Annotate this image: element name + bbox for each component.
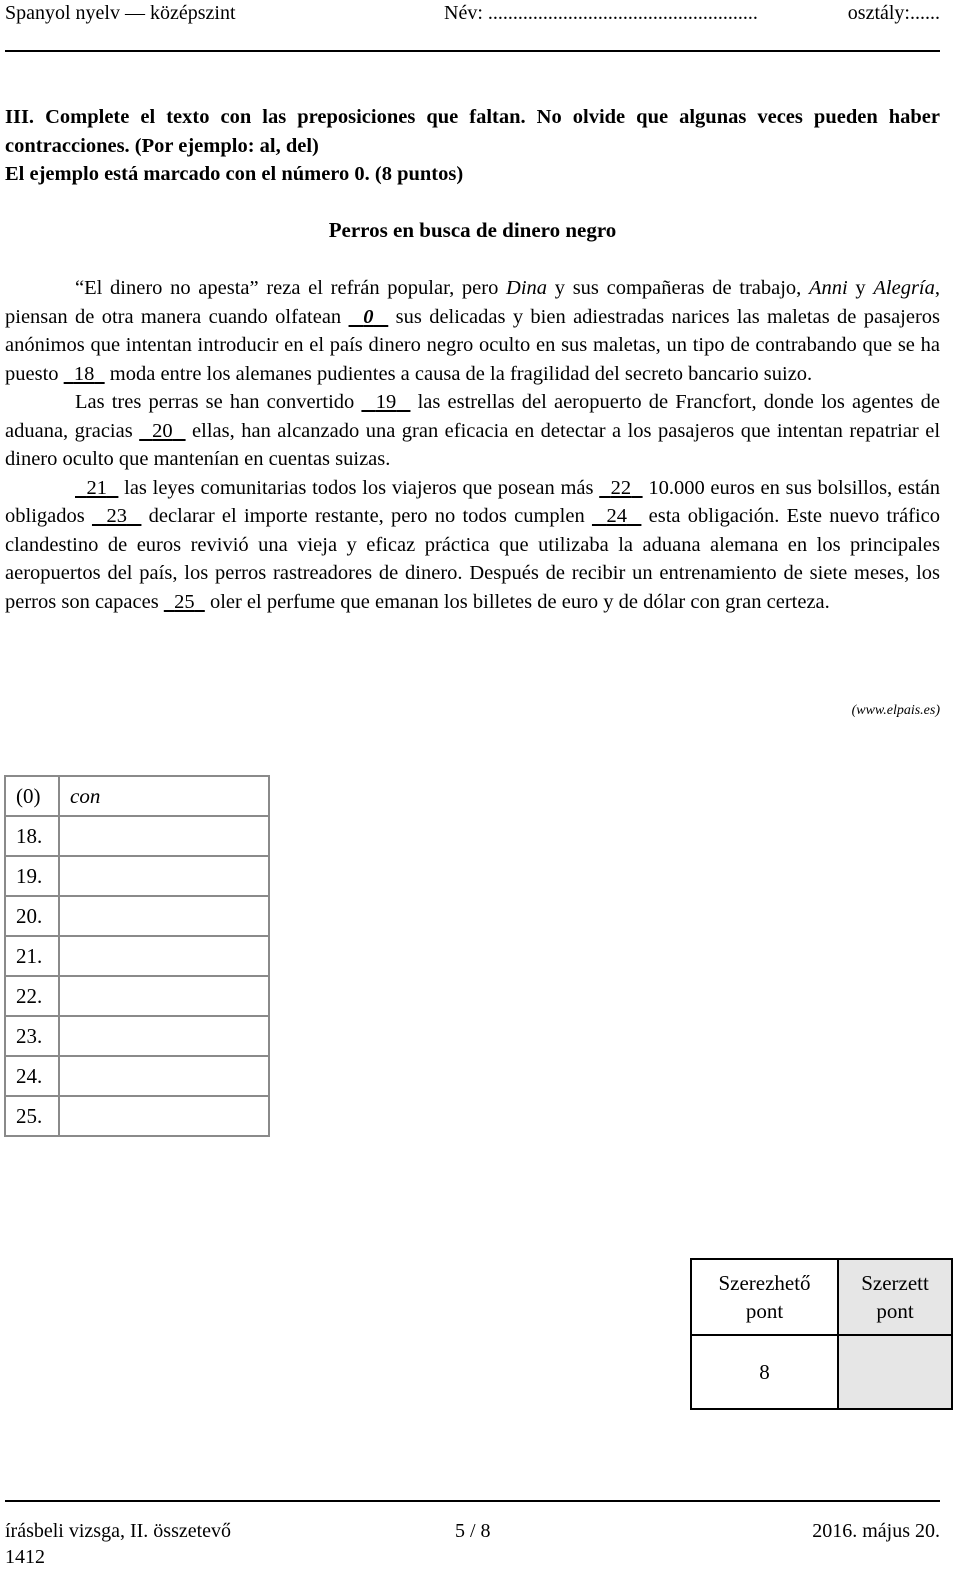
gap-19: 19: [375, 391, 397, 413]
answer-number: 19.: [5, 856, 59, 896]
cloze-text: [5, 274, 940, 616]
header-subject: Spanyol nyelv — középszint: [5, 2, 236, 24]
exam-date: 2016. május 20.: [812, 1520, 940, 1542]
answer-number: 20.: [5, 896, 59, 936]
exam-code: 1412: [5, 1546, 45, 1568]
max-score-value: 8: [691, 1335, 838, 1409]
earned-score-header: Szerzett pont: [838, 1259, 952, 1335]
table-row: [5, 976, 269, 1016]
table-row: [5, 896, 269, 936]
table-row: [5, 856, 269, 896]
answer-number: 24.: [5, 1056, 59, 1096]
gap-0: 0: [363, 305, 374, 328]
paragraph-2: Las tres perras se han convertido 19 las estrellas del aeropuerto de Francfort, donde los agentes de aduana, gracias 20 ellas, han alcanzado una gran eficacia en detectar a los pasajeros que intentan repatriar el dinero oculto que mantenían en cuentas suizas.: [5, 391, 941, 470]
header-rule: [5, 50, 940, 52]
gap-21: 21: [86, 476, 107, 499]
footer-rule: [5, 1500, 940, 1502]
page-number: 5 / 8: [455, 1520, 491, 1542]
table-row: [5, 776, 269, 816]
max-score-header: Szerezhető pont: [691, 1259, 838, 1335]
name-dina: Dina: [506, 277, 548, 299]
table-row: [5, 1056, 269, 1096]
text-title: Perros en busca de dinero negro: [328, 218, 617, 242]
answer-table: [4, 775, 270, 1137]
instruction-line-1: III. Complete el texto con las preposiciones que faltan. No olvide que algunas veces pueden haber contracciones. (Por ejemplo: al, del): [5, 106, 940, 157]
answer-number: 21.: [5, 936, 59, 976]
name-anni: Anni: [809, 277, 848, 299]
gap-18: 18: [73, 362, 95, 385]
answer-number: (0): [5, 776, 59, 816]
header-class-field: osztály:......: [847, 2, 940, 24]
answer-field[interactable]: [59, 976, 269, 1016]
paragraph-3: 21 las leyes comunitarias todos los viajeros que posean más 22 10.000 euros en sus bolsillos, están obligados 23 declarar el importe restante, pero no todos cumplen 24 esta obligación. Este nuevo tráfico clandestino de euros revivió una vieja y eficaz práctica que utilizaba la aduana alemana en los principales aeropuertos del país, los perros rastreadores de dinero. Después de recibir un entrenamiento de siete meses, los perros son capaces 25 oler el perfume que emanan los billetes de euro y de dólar con gran certeza.: [5, 476, 941, 613]
gap-24: 24: [606, 505, 627, 527]
answer-number: 25.: [5, 1096, 59, 1136]
gap-22: 22: [610, 476, 632, 499]
paragraph-1: “El dinero no apesta” reza el refrán popular, pero Dina y sus compañeras de trabajo, Anni y Alegría, piensan de otra manera cuando olfatean 0 sus delicadas y bien adiestradas narices las maletas de pasajeros anónimos que intentan introducir en el país dinero negro oculto en sus maletas, un tipo de contrabando que se ha puesto 18 moda entre los alemanes pudientes a causa de la fragilidad del secreto bancario suizo.: [5, 277, 941, 385]
gap-25: 25: [174, 590, 195, 613]
answer-field[interactable]: con: [59, 776, 269, 816]
answer-field[interactable]: [59, 936, 269, 976]
answer-field[interactable]: [59, 1056, 269, 1096]
answer-number: 18.: [5, 816, 59, 856]
answer-field[interactable]: [59, 1096, 269, 1136]
instruction-line-2: El ejemplo está marcado con el número 0. (8 puntos): [5, 163, 464, 185]
page-header: [5, 0, 940, 34]
table-row: [5, 936, 269, 976]
gap-23: 23: [106, 505, 127, 527]
answer-field[interactable]: [59, 1016, 269, 1056]
answer-number: 22.: [5, 976, 59, 1016]
answer-field[interactable]: [59, 896, 269, 936]
task-instructions: [5, 103, 940, 189]
answer-field[interactable]: [59, 816, 269, 856]
name-alegria: Alegría: [873, 277, 935, 299]
table-row: [5, 816, 269, 856]
header-name-field: Név: ......................................................: [444, 2, 758, 24]
source-citation: (www.elpais.es): [851, 703, 940, 718]
table-row: [5, 1016, 269, 1056]
answer-field[interactable]: [59, 856, 269, 896]
table-row: [5, 1096, 269, 1136]
earned-score-field[interactable]: [838, 1335, 952, 1409]
gap-20: 20: [152, 419, 173, 442]
answer-number: 23.: [5, 1016, 59, 1056]
score-table: [690, 1258, 953, 1410]
footer-exam-part: írásbeli vizsga, II. összetevő: [5, 1520, 232, 1542]
